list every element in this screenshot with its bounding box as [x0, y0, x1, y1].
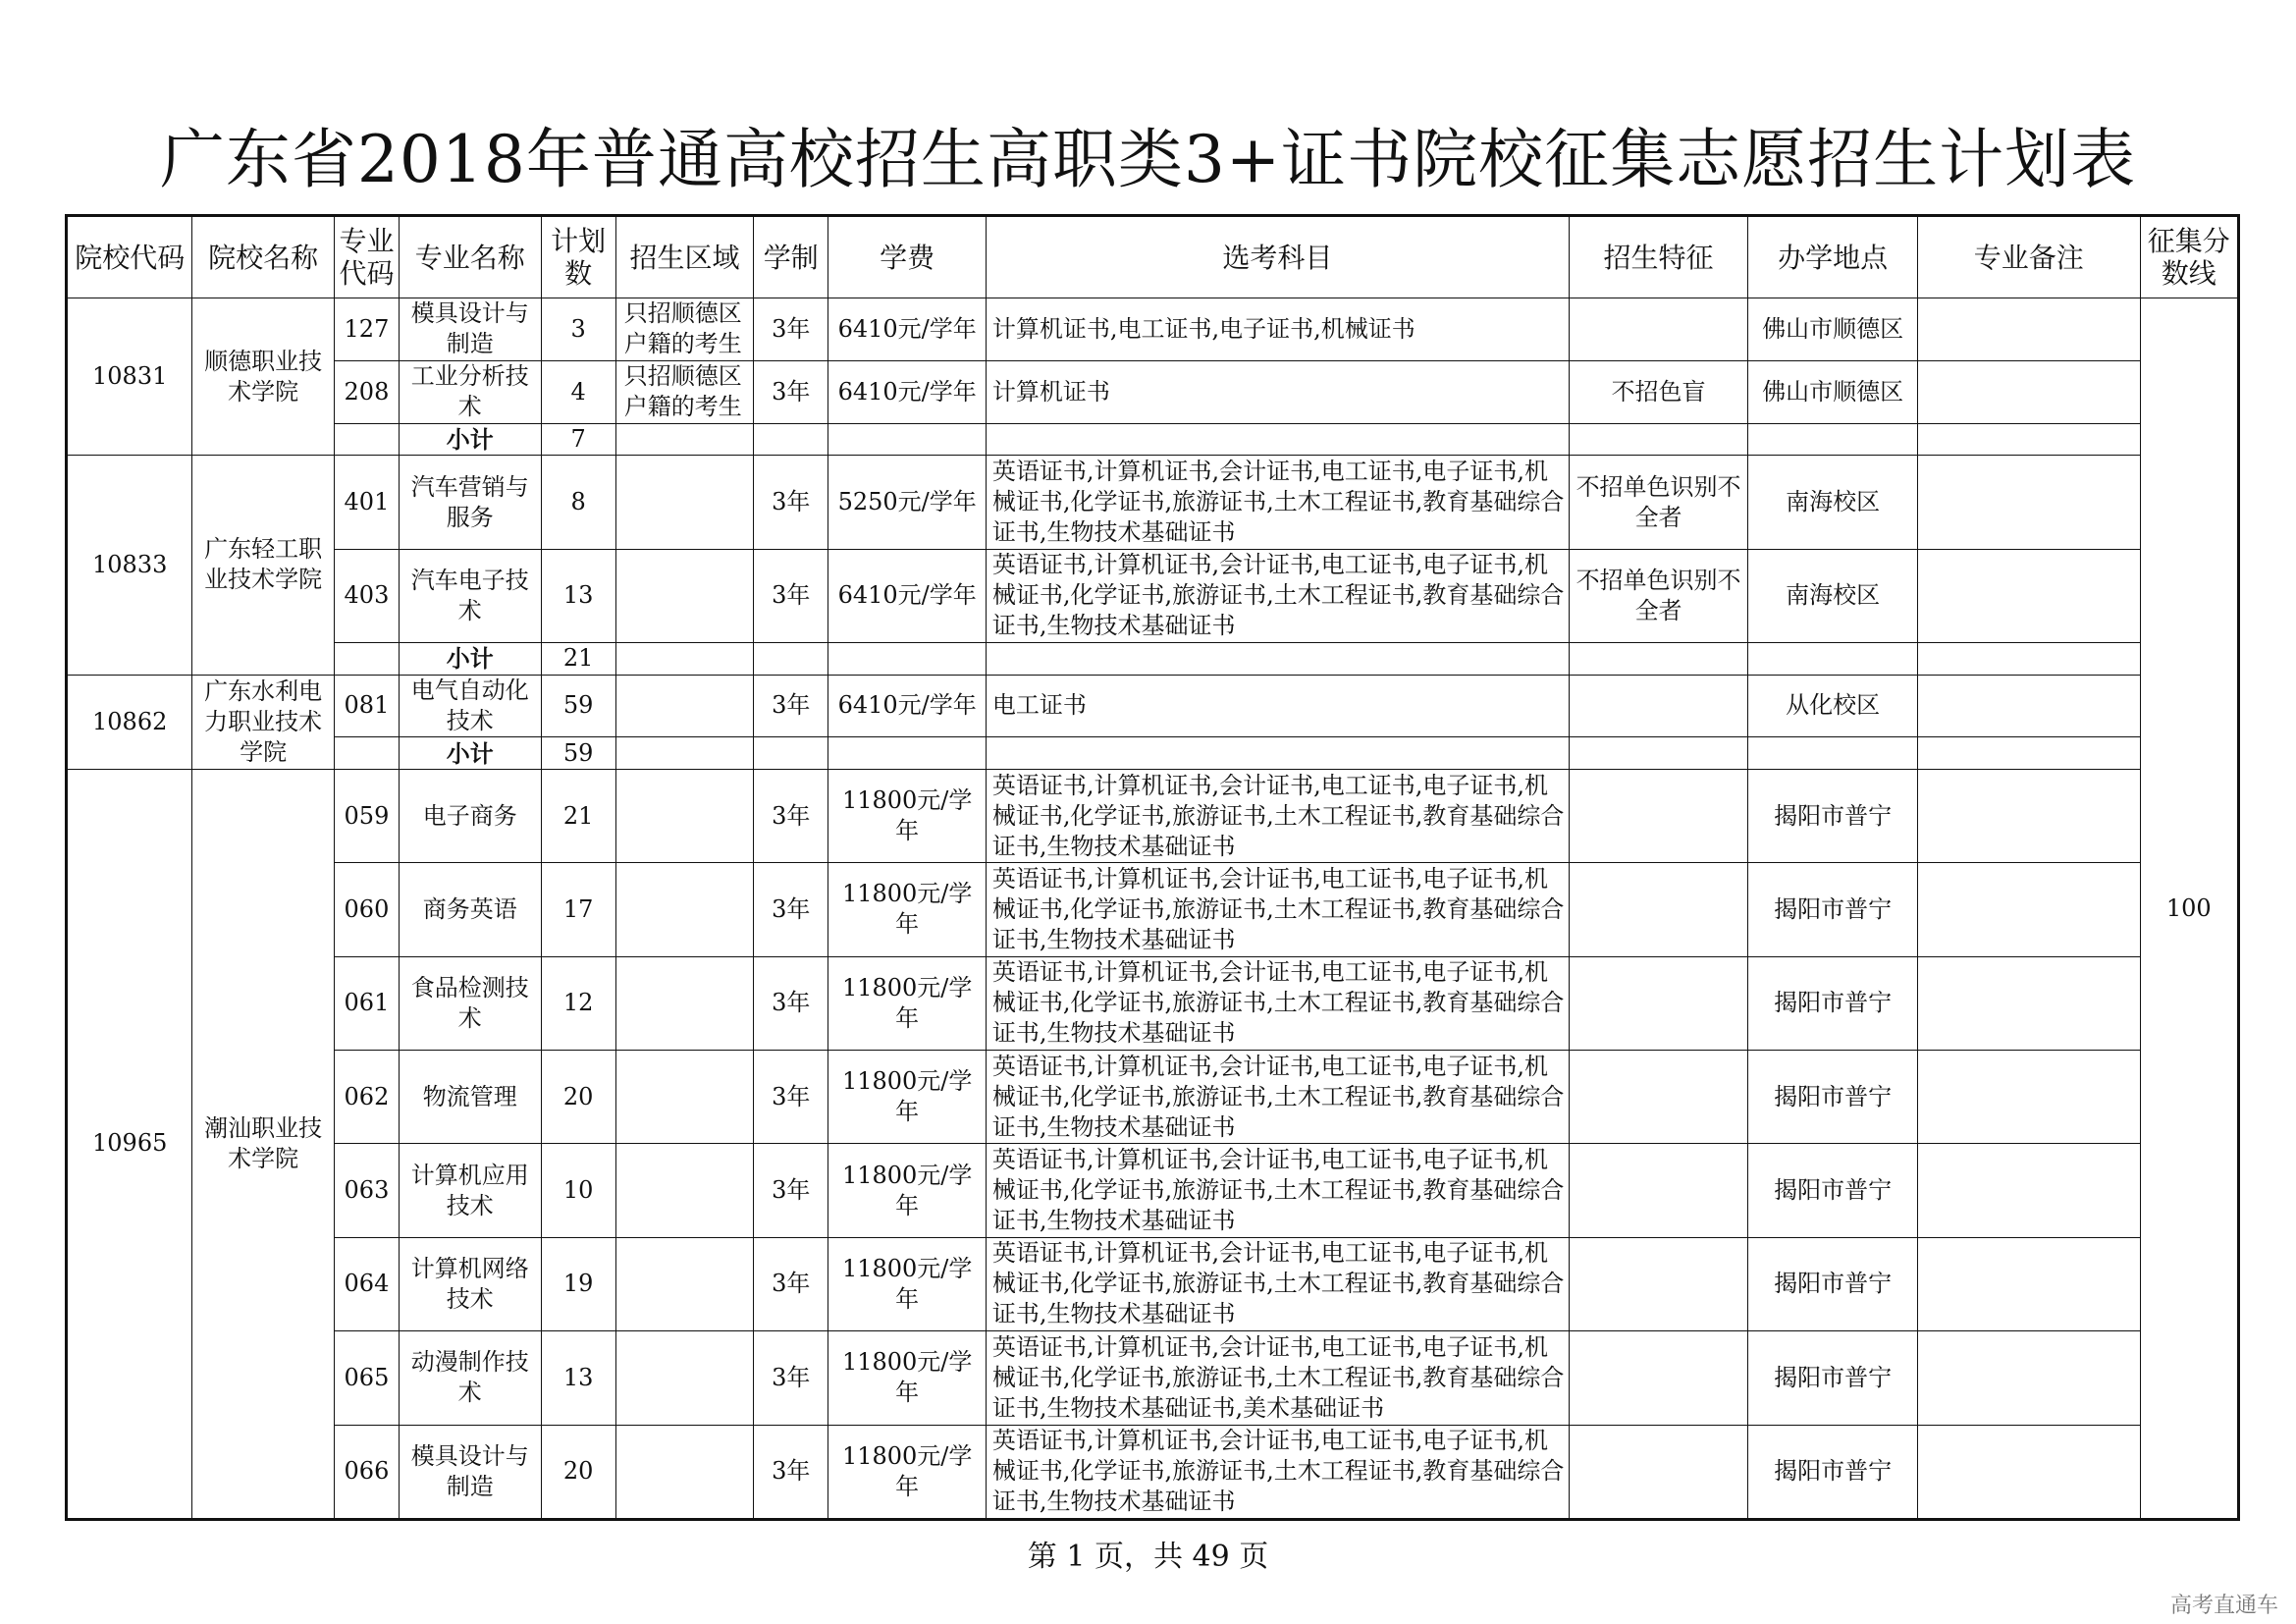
table-row [67, 1237, 2239, 1330]
region-cell [615, 1425, 753, 1519]
feature-cell: 不招单色识别不全者 [1569, 549, 1748, 642]
duration-cell: 3年 [754, 1331, 828, 1425]
plan-count-cell: 59 [541, 675, 615, 737]
page-footer: 第 1 页，共 49 页 [1027, 1540, 1269, 1574]
major-name-cell: 计算机应用技术 [400, 1144, 541, 1237]
subtotal-empty-cell [1917, 643, 2140, 675]
plan-count-cell: 20 [541, 1425, 615, 1519]
note-cell [1917, 956, 2140, 1050]
major-code-cell: 127 [334, 298, 399, 361]
subjects-cell: 计算机证书 [986, 360, 1569, 423]
major-code-cell: 403 [334, 549, 399, 642]
region-cell [615, 1144, 753, 1237]
major-code-cell: 401 [334, 456, 399, 549]
header-school-code: 院校代码 [67, 216, 192, 298]
header-region: 招生区域 [615, 216, 753, 298]
table-row [67, 1331, 2239, 1425]
header-major-code: 专业代码 [334, 216, 399, 298]
plan-count-cell: 4 [541, 360, 615, 423]
fee-cell: 11800元/学年 [828, 1425, 987, 1519]
major-code-cell: 065 [334, 1331, 399, 1425]
major-code-cell: 061 [334, 956, 399, 1050]
duration-cell: 3年 [754, 1425, 828, 1519]
header-plan-count: 计划数 [541, 216, 615, 298]
header-subjects: 选考科目 [986, 216, 1569, 298]
subtotal-row [67, 737, 2239, 769]
region-cell: 只招顺德区户籍的考生 [615, 298, 753, 361]
major-code-cell: 081 [334, 675, 399, 737]
table-header-row [67, 216, 2239, 298]
watermark: 高考直通车 [2169, 1594, 2278, 1618]
subtotal-empty-cell [1569, 737, 1748, 769]
subtotal-empty-cell [828, 737, 987, 769]
table-row [67, 1051, 2239, 1144]
major-name-cell: 汽车营销与服务 [400, 456, 541, 549]
header-score-line: 征集分数线 [2140, 216, 2238, 298]
subjects-cell: 英语证书,计算机证书,会计证书,电工证书,电子证书,机械证书,化学证书,旅游证书,土木工程证书,教育基础综合证书,生物技术基础证书 [986, 863, 1569, 956]
subtotal-label-cell: 小计 [400, 643, 541, 675]
subjects-cell: 计算机证书,电工证书,电子证书,机械证书 [986, 298, 1569, 361]
school-code-cell: 10833 [67, 456, 192, 675]
header-duration: 学制 [754, 216, 828, 298]
subtotal-value-cell: 59 [541, 737, 615, 769]
subjects-cell: 英语证书,计算机证书,会计证书,电工证书,电子证书,机械证书,化学证书,旅游证书,土木工程证书,教育基础综合证书,生物技术基础证书 [986, 1425, 1569, 1519]
subtotal-empty-cell [1748, 737, 1918, 769]
subtotal-empty-cell [1917, 423, 2140, 455]
plan-count-cell: 21 [541, 769, 615, 862]
feature-cell: 不招单色识别不全者 [1569, 456, 1748, 549]
feature-cell: 不招色盲 [1569, 360, 1748, 423]
table-row [67, 675, 2239, 737]
region-cell: 只招顺德区户籍的考生 [615, 360, 753, 423]
major-code-cell: 066 [334, 1425, 399, 1519]
subtotal-empty-cell [986, 737, 1569, 769]
note-cell [1917, 360, 2140, 423]
major-name-cell: 电气自动化技术 [400, 675, 541, 737]
subtotal-value-cell: 7 [541, 423, 615, 455]
subtotal-empty-cell [754, 737, 828, 769]
school-code-cell: 10965 [67, 769, 192, 1519]
feature-cell [1569, 956, 1748, 1050]
subtotal-empty-cell [986, 643, 1569, 675]
school-name-cell: 顺德职业技术学院 [192, 298, 334, 456]
region-cell [615, 456, 753, 549]
subjects-cell: 英语证书,计算机证书,会计证书,电工证书,电子证书,机械证书,化学证书,旅游证书,土木工程证书,教育基础综合证书,生物技术基础证书 [986, 1051, 1569, 1144]
region-cell [615, 1051, 753, 1144]
duration-cell: 3年 [754, 456, 828, 549]
table-row [67, 456, 2239, 549]
header-school-name: 院校名称 [192, 216, 334, 298]
subtotal-spacer-cell [334, 737, 399, 769]
major-code-cell: 060 [334, 863, 399, 956]
subtotal-empty-cell [615, 737, 753, 769]
note-cell [1917, 1144, 2140, 1237]
plan-count-cell: 13 [541, 1331, 615, 1425]
header-note: 专业备注 [1917, 216, 2140, 298]
subtotal-empty-cell [615, 643, 753, 675]
region-cell [615, 675, 753, 737]
note-cell [1917, 863, 2140, 956]
header-location: 办学地点 [1748, 216, 1918, 298]
fee-cell: 11800元/学年 [828, 1331, 987, 1425]
location-cell: 南海校区 [1748, 549, 1918, 642]
plan-count-cell: 8 [541, 456, 615, 549]
plan-count-cell: 12 [541, 956, 615, 1050]
table-row [67, 298, 2239, 361]
subjects-cell: 英语证书,计算机证书,会计证书,电工证书,电子证书,机械证书,化学证书,旅游证书,土木工程证书,教育基础综合证书,生物技术基础证书 [986, 1144, 1569, 1237]
table-row [67, 360, 2239, 423]
subtotal-empty-cell [986, 423, 1569, 455]
duration-cell: 3年 [754, 298, 828, 361]
feature-cell [1569, 298, 1748, 361]
subjects-cell: 英语证书,计算机证书,会计证书,电工证书,电子证书,机械证书,化学证书,旅游证书,土木工程证书,教育基础综合证书,生物技术基础证书 [986, 456, 1569, 549]
feature-cell [1569, 1237, 1748, 1330]
school-name-cell: 广东轻工职业技术学院 [192, 456, 334, 675]
major-name-cell: 汽车电子技术 [400, 549, 541, 642]
school-name-cell: 潮汕职业技术学院 [192, 769, 334, 1519]
location-cell: 揭阳市普宁 [1748, 1144, 1918, 1237]
location-cell: 从化校区 [1748, 675, 1918, 737]
subtotal-empty-cell [1569, 423, 1748, 455]
subtotal-empty-cell [615, 423, 753, 455]
subjects-cell: 英语证书,计算机证书,会计证书,电工证书,电子证书,机械证书,化学证书,旅游证书,土木工程证书,教育基础综合证书,生物技术基础证书 [986, 549, 1569, 642]
plan-count-cell: 20 [541, 1051, 615, 1144]
subjects-cell: 电工证书 [986, 675, 1569, 737]
subtotal-empty-cell [828, 423, 987, 455]
subtotal-empty-cell [1569, 643, 1748, 675]
table-row [67, 769, 2239, 862]
feature-cell [1569, 1144, 1748, 1237]
subjects-cell: 英语证书,计算机证书,会计证书,电工证书,电子证书,机械证书,化学证书,旅游证书,土木工程证书,教育基础综合证书,生物技术基础证书 [986, 1237, 1569, 1330]
fee-cell: 11800元/学年 [828, 956, 987, 1050]
location-cell: 揭阳市普宁 [1748, 956, 1918, 1050]
subtotal-empty-cell [754, 423, 828, 455]
plan-count-cell: 3 [541, 298, 615, 361]
location-cell: 佛山市顺德区 [1748, 360, 1918, 423]
location-cell: 揭阳市普宁 [1748, 769, 1918, 862]
fee-cell: 6410元/学年 [828, 675, 987, 737]
table-row [67, 863, 2239, 956]
fee-cell: 11800元/学年 [828, 863, 987, 956]
major-name-cell: 工业分析技术 [400, 360, 541, 423]
region-cell [615, 769, 753, 862]
fee-cell: 11800元/学年 [828, 1237, 987, 1330]
subtotal-value-cell: 21 [541, 643, 615, 675]
major-name-cell: 动漫制作技术 [400, 1331, 541, 1425]
duration-cell: 3年 [754, 1237, 828, 1330]
plan-count-cell: 13 [541, 549, 615, 642]
subtotal-empty-cell [828, 643, 987, 675]
major-name-cell: 计算机网络技术 [400, 1237, 541, 1330]
fee-cell: 6410元/学年 [828, 549, 987, 642]
location-cell: 揭阳市普宁 [1748, 1237, 1918, 1330]
score-line-cell: 100 [2140, 298, 2238, 1520]
location-cell: 揭阳市普宁 [1748, 1425, 1918, 1519]
feature-cell [1569, 1051, 1748, 1144]
duration-cell: 3年 [754, 769, 828, 862]
duration-cell: 3年 [754, 1051, 828, 1144]
subtotal-empty-cell [754, 643, 828, 675]
location-cell: 揭阳市普宁 [1748, 1051, 1918, 1144]
region-cell [615, 1237, 753, 1330]
feature-cell [1569, 863, 1748, 956]
major-name-cell: 电子商务 [400, 769, 541, 862]
subtotal-spacer-cell [334, 643, 399, 675]
duration-cell: 3年 [754, 863, 828, 956]
subtotal-label-cell: 小计 [400, 737, 541, 769]
subjects-cell: 英语证书,计算机证书,会计证书,电工证书,电子证书,机械证书,化学证书,旅游证书,土木工程证书,教育基础综合证书,生物技术基础证书 [986, 769, 1569, 862]
school-code-cell: 10831 [67, 298, 192, 456]
duration-cell: 3年 [754, 956, 828, 1050]
subtotal-empty-cell [1917, 737, 2140, 769]
header-fee: 学费 [828, 216, 987, 298]
feature-cell [1569, 769, 1748, 862]
region-cell [615, 863, 753, 956]
feature-cell [1569, 1425, 1748, 1519]
location-cell: 佛山市顺德区 [1748, 298, 1918, 361]
major-code-cell: 064 [334, 1237, 399, 1330]
school-name-cell: 广东水利电力职业技术学院 [192, 675, 334, 769]
major-name-cell: 食品检测技术 [400, 956, 541, 1050]
location-cell: 南海校区 [1748, 456, 1918, 549]
location-cell: 揭阳市普宁 [1748, 1331, 1918, 1425]
duration-cell: 3年 [754, 1144, 828, 1237]
table-row [67, 956, 2239, 1050]
note-cell [1917, 1051, 2140, 1144]
page-title: 广东省2018年普通高校招生高职类3+证书院校征集志愿招生计划表 [159, 122, 2137, 197]
table-body [67, 298, 2239, 1520]
note-cell [1917, 1425, 2140, 1519]
major-code-cell: 208 [334, 360, 399, 423]
plan-count-cell: 17 [541, 863, 615, 956]
duration-cell: 3年 [754, 675, 828, 737]
school-code-cell: 10862 [67, 675, 192, 769]
subtotal-empty-cell [1748, 643, 1918, 675]
subtotal-row [67, 643, 2239, 675]
fee-cell: 11800元/学年 [828, 1144, 987, 1237]
major-code-cell: 059 [334, 769, 399, 862]
note-cell [1917, 1331, 2140, 1425]
fee-cell: 6410元/学年 [828, 360, 987, 423]
table-row [67, 1144, 2239, 1237]
region-cell [615, 1331, 753, 1425]
note-cell [1917, 769, 2140, 862]
feature-cell [1569, 675, 1748, 737]
table-row [67, 549, 2239, 642]
note-cell [1917, 298, 2140, 361]
location-cell: 揭阳市普宁 [1748, 863, 1918, 956]
note-cell [1917, 549, 2140, 642]
note-cell [1917, 456, 2140, 549]
duration-cell: 3年 [754, 549, 828, 642]
region-cell [615, 956, 753, 1050]
fee-cell: 5250元/学年 [828, 456, 987, 549]
major-code-cell: 062 [334, 1051, 399, 1144]
fee-cell: 11800元/学年 [828, 769, 987, 862]
feature-cell [1569, 1331, 1748, 1425]
table-row [67, 1425, 2239, 1519]
subtotal-empty-cell [1748, 423, 1918, 455]
enrollment-plan-table [65, 214, 2240, 1521]
fee-cell: 6410元/学年 [828, 298, 987, 361]
plan-count-cell: 10 [541, 1144, 615, 1237]
subjects-cell: 英语证书,计算机证书,会计证书,电工证书,电子证书,机械证书,化学证书,旅游证书,土木工程证书,教育基础综合证书,生物技术基础证书,美术基础证书 [986, 1331, 1569, 1425]
header-major-name: 专业名称 [400, 216, 541, 298]
duration-cell: 3年 [754, 360, 828, 423]
major-name-cell: 物流管理 [400, 1051, 541, 1144]
subjects-cell: 英语证书,计算机证书,会计证书,电工证书,电子证书,机械证书,化学证书,旅游证书,土木工程证书,教育基础综合证书,生物技术基础证书 [986, 956, 1569, 1050]
fee-cell: 11800元/学年 [828, 1051, 987, 1144]
note-cell [1917, 1237, 2140, 1330]
major-name-cell: 模具设计与制造 [400, 298, 541, 361]
region-cell [615, 549, 753, 642]
major-name-cell: 模具设计与制造 [400, 1425, 541, 1519]
subtotal-label-cell: 小计 [400, 423, 541, 455]
note-cell [1917, 675, 2140, 737]
header-feature: 招生特征 [1569, 216, 1748, 298]
major-code-cell: 063 [334, 1144, 399, 1237]
subtotal-spacer-cell [334, 423, 399, 455]
plan-count-cell: 19 [541, 1237, 615, 1330]
subtotal-row [67, 423, 2239, 455]
major-name-cell: 商务英语 [400, 863, 541, 956]
